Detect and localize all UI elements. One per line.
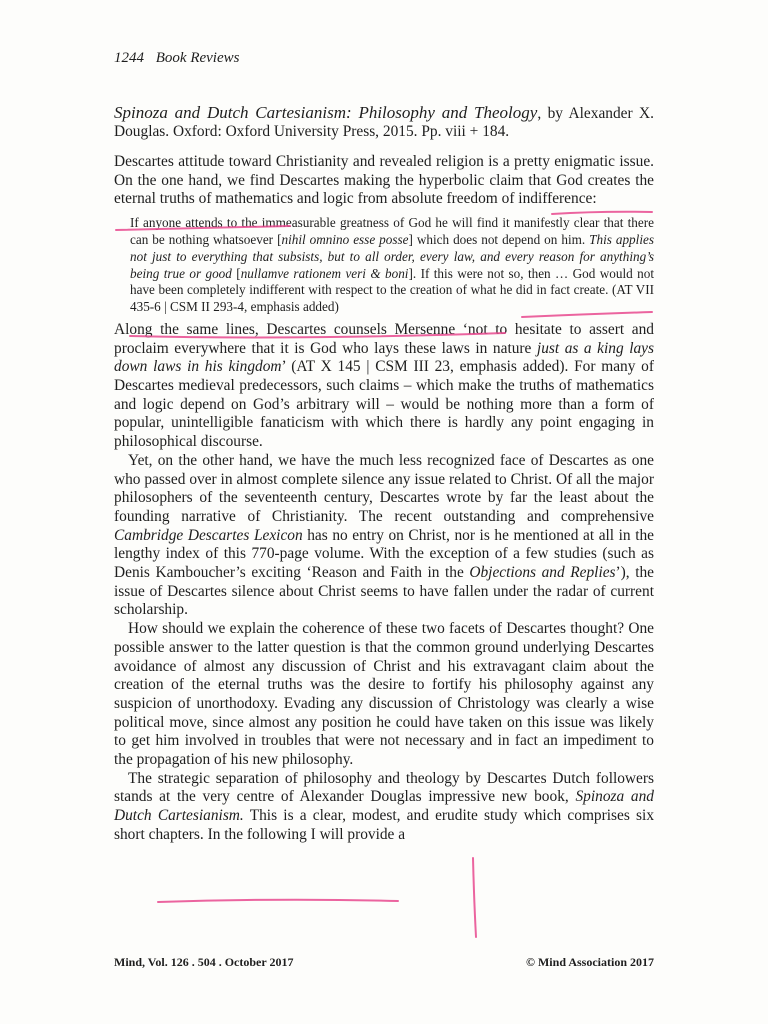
journal-info: Mind, Vol. 126 . 504 . October 2017: [114, 955, 294, 969]
book-title: Spinoza and Dutch Cartesianism: Philosophy and Theology: [114, 103, 538, 122]
paragraph-text: This is a clear, modest, and erudite study which comprises six short chapters. In the following I will provide a: [114, 807, 655, 843]
paragraph-christ: [114, 452, 654, 620]
paragraph-text: has no entry on Christ, nor is he mentioned at all in the lengthy index of this 770-page volume. With the exception of a few studies (such as Denis Kamboucher’s exciting ‘Reason and Faith in the: [114, 526, 654, 582]
quote-text: ] which does not depend on him.: [408, 231, 590, 247]
paragraph-text: ’), the issue of Descartes silence about Christ seems to have fallen under the radar of current scholarship.: [114, 564, 655, 619]
paragraph-text: Yet, on the other hand, we have the much less recognized face of Descartes as one who passed over in almost complete silence any issue related to Christ. Of all the major philosophers of the seventeenth century, Descartes wrote by far the least about the founding narrative of Christianity. The recent outstanding and comprehensive: [114, 451, 654, 525]
section-title: Book Reviews: [155, 50, 240, 66]
paragraph-italic: Objections and Replies: [469, 564, 616, 582]
book-byline: , by Alexander X. Douglas. Oxford: Oxford University Press, 2015. Pp. viii + 184.: [114, 105, 654, 140]
quote-emphasis: This applies not just to everything that subsists, but to all order, every law, and every reason for anything’s being true or good: [130, 231, 654, 281]
paragraph-coherence: How should we explain the coherence of these two facets of Descartes thought? One possible answer to the latter question is that the common ground underlying Descartes avoidance of almost any discussion of Christ and his extravagant claim about the creation of the eternal truths was the desire to fortify his philosophy against any suspicion of unorthodoxy. Evading any discussion of Christology was clearly a wise political move, since almost any position he could have taken on this issue was likely to get him involved in troubles that were not necessary and in fact an impediment to the propagation of his new philosophy.: [114, 620, 654, 769]
paragraph-italic: Spinoza and Dutch Cartesianism.: [114, 788, 654, 825]
paragraph-text: Along the same lines, Descartes counsels Mersenne ‘not to hesitate to assert and proclaim everywhere that it is God who lays these laws in nature: [114, 320, 654, 357]
paragraph-text: ’ (AT X 145 | CSM III 23, emphasis added). For many of Descartes medieval predecessors, such claims – which make the truths of mathematics and logic depend on God’s arbitrary will – would be nothing more than a form of popular, unintelligible fanaticism with which there is hardly any point engaging in philosophical discourse.: [114, 358, 655, 451]
page-footer: [114, 955, 654, 970]
paragraph-italic: Cambridge Descartes Lexicon: [114, 526, 303, 544]
document-page: [114, 0, 654, 1024]
paragraph-italic: just as a king lays down laws in his kingdom: [114, 339, 654, 376]
paragraph-mersenne: [114, 321, 654, 452]
copyright: © Mind Association 2017: [526, 955, 654, 969]
block-quote: [130, 215, 654, 316]
quote-text: ]. If this were not so, then … God would not have been: [130, 265, 654, 298]
quote-highlight: completely indifferent with respect to the creation of what he did in fact create.: [187, 282, 609, 298]
quote-text: [: [231, 265, 241, 281]
running-head: [114, 50, 239, 67]
quote-latin: nihil omnino esse posse: [281, 231, 409, 247]
paragraph-separation: [114, 770, 654, 845]
paragraph-intro: Descartes attitude toward Christianity and revealed religion is a pretty enigmatic issue. On the one hand, we find Descartes making the hyperbolic claim that God creates the eternal truths of mathematics and logic from absolute freedom of indifference:: [114, 153, 654, 208]
page-number: 1244: [114, 50, 144, 66]
quote-text: If anyone attends to the immeasurable greatness of God he will find it manifestly clear that there can be nothing whatsoever [: [130, 215, 654, 247]
quote-latin: nullamve rationem veri & boni: [240, 265, 409, 281]
review-heading: [114, 104, 654, 141]
quote-citation: (AT VII 435-6 | CSM II 293-4, emphasis added): [130, 282, 654, 315]
paragraph-text: The strategic separation of philosophy and theology by Descartes Dutch followers stands at the very centre of Alexander Douglas impressive new book,: [114, 769, 654, 806]
article-body: [114, 104, 654, 845]
